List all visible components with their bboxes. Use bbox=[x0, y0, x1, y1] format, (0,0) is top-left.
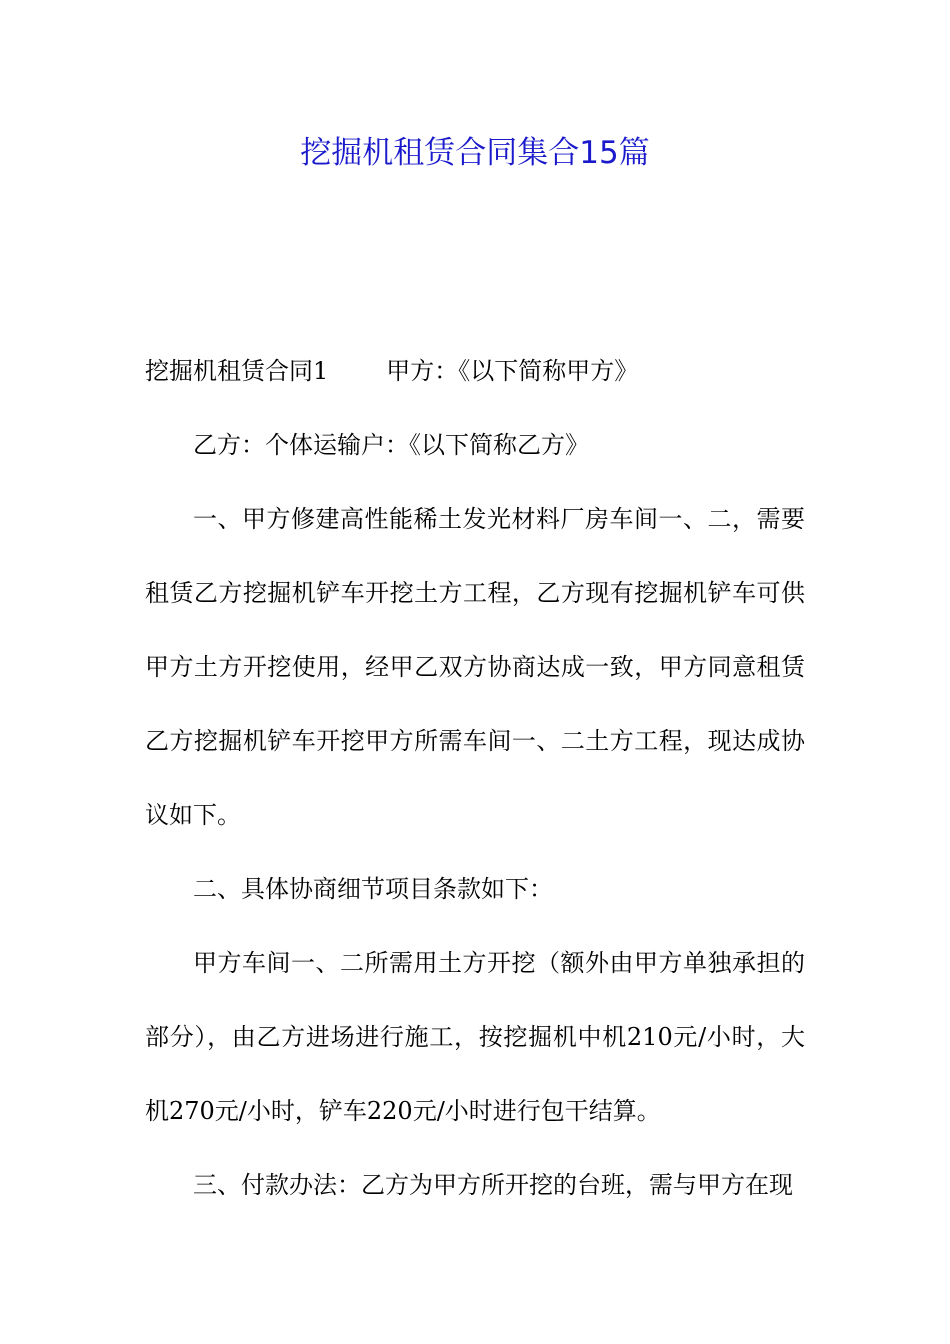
paragraph-pricing: 甲方车间一、二所需用土方开挖（额外由甲方单独承担的部分），由乙方进场进行施工，按挖掘机中机210元/小时，大机270元/小时，铲车220元/小时进行包干结算。 bbox=[145, 949, 805, 1125]
contract-heading-line bbox=[145, 334, 805, 408]
paragraph-party-b: 乙方：个体运输户：《以下简称乙方》 bbox=[193, 431, 589, 459]
document-title: 挖掘机租赁合同集合15篇 bbox=[300, 135, 650, 171]
paragraph-clause-3: 三、付款办法：乙方为甲方所开挖的台班，需与甲方在现 bbox=[193, 1171, 793, 1199]
party-a-label: 甲方：《以下简称甲方》 bbox=[386, 357, 639, 385]
contract-number-label: 挖掘机租赁合同1 bbox=[145, 357, 329, 385]
paragraph-clause-1: 一、甲方修建高性能稀土发光材料厂房车间一、二，需要租赁乙方挖掘机铲车开挖土方工程，乙方现有挖掘机铲车可供甲方土方开挖使用，经甲乙双方协商达成一致，甲方同意租赁乙方挖掘机铲车开挖甲方所需车间一、二土方工程，现达成协议如下。 bbox=[145, 505, 805, 829]
paragraph-clause-2: 二、具体协商细节项目条款如下： bbox=[193, 875, 553, 903]
document-body bbox=[145, 334, 805, 1222]
